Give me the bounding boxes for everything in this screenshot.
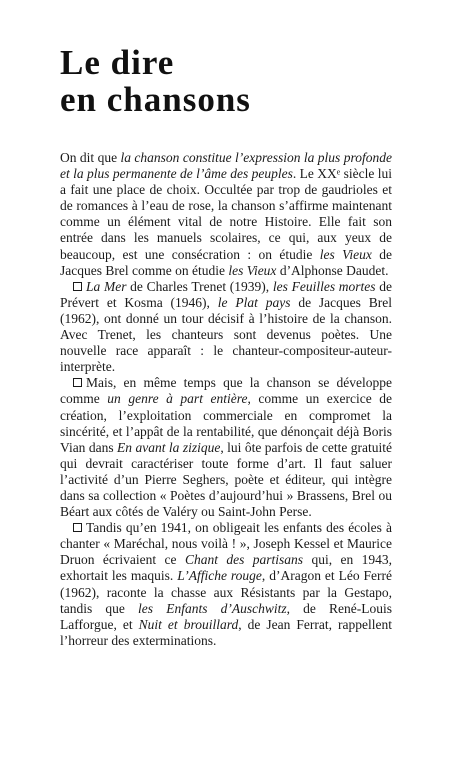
italic-text: La Mer <box>86 278 127 294</box>
text-run: On dit que <box>60 150 121 165</box>
text-run: Tandis qu’en 1941, on obligeait les enfants des écoles à chanter « Maréchal, nous voilà ! », Joseph Kessel et Maurice Druon écrivaient ce <box>60 520 392 568</box>
italic-text: les Vieux <box>228 262 277 278</box>
italic-text: les Feuilles mortes <box>272 278 376 294</box>
page-title <box>60 44 251 118</box>
paragraph <box>60 279 392 376</box>
text-run: d’Alphonse Daudet. <box>276 262 389 278</box>
square-bullet-icon <box>73 523 82 532</box>
text-run: de Jacques Brel comme on étudie <box>60 246 393 278</box>
italic-text: un genre à part entière <box>107 391 248 407</box>
italic-text: En avant la zizique <box>117 439 221 455</box>
text-run: , comme un exercice de création, l’exploitation commerciale en compromet la sincérité, et l’appât de la rentabilité, que dénonçait déjà Boris Vian dans <box>60 391 392 455</box>
text-run: qui, en 1943, exhortait les maquis. <box>60 552 393 584</box>
text-run: , lui ôte parfois de cette gratuité qui devrait caractériser toute forme d’art. Il faut saluer l’activité d’un Pierre Seghers, poète et éditeur, qui intègre dans sa collection « Poètes d’aujourd’hui » Brassens, Brel ou Béart aux côtés de Valéry ou Saint-John Perse. <box>60 439 392 520</box>
italic-text: le Plat pays <box>217 294 291 310</box>
text-run: , de Jean Ferrat, rappellent l’horreur des exterminations. <box>60 616 392 648</box>
italic-text: Nuit et brouillard <box>138 616 239 632</box>
italic-text: les Enfants d’Auschwitz <box>138 600 287 616</box>
title-line-1: Le dire <box>60 43 175 82</box>
italic-text: L’Affiche rouge <box>177 568 262 584</box>
italic-text: Chant des partisans <box>184 552 304 568</box>
square-bullet-icon <box>73 282 82 291</box>
italic-text: la chanson constitue l’expression la plus profonde et la plus permanente de l’âme des peuples <box>60 150 392 182</box>
text-run: , d’Aragon et Léo Ferré (1962), raconte la chasse aux Résistants par la Gestapo, tandis que <box>60 568 393 616</box>
article-body <box>60 150 392 649</box>
text-run: de Jacques Brel (1962), ont donné un tour décisif à l’histoire de la chanson. Avec Trenet, les chanteurs sont devenus poètes. Une nouvelle race apparaît : le chanteur-compositeur-auteur-interprète. <box>60 294 392 375</box>
square-bullet-icon <box>73 378 82 387</box>
italic-text: les Vieux <box>319 246 372 262</box>
text-run: de Charles Trenet (1939), <box>126 278 273 294</box>
text-run: , de René-Louis Lafforgue, et <box>60 600 392 632</box>
paragraph <box>60 520 392 649</box>
paragraph <box>60 150 392 279</box>
paragraph <box>60 375 392 520</box>
title-line-2: en chansons <box>60 80 251 119</box>
text-run: de Prévert et Kosma (1946), <box>60 278 393 310</box>
text-run: Mais, en même temps que la chanson se développe comme <box>60 375 392 407</box>
text-run: . Le XXᵉ siècle lui a fait une place de choix. Occultée par trop de gaudrioles et de romances à l’eau de rose, la chanson s’affirme maintenant comme un élément vital de notre Histoire. Elle fait son entrée dans les manuels scolaires, ce qui, aux yeux de beaucoup, est une consécration : on étudie <box>60 166 392 262</box>
